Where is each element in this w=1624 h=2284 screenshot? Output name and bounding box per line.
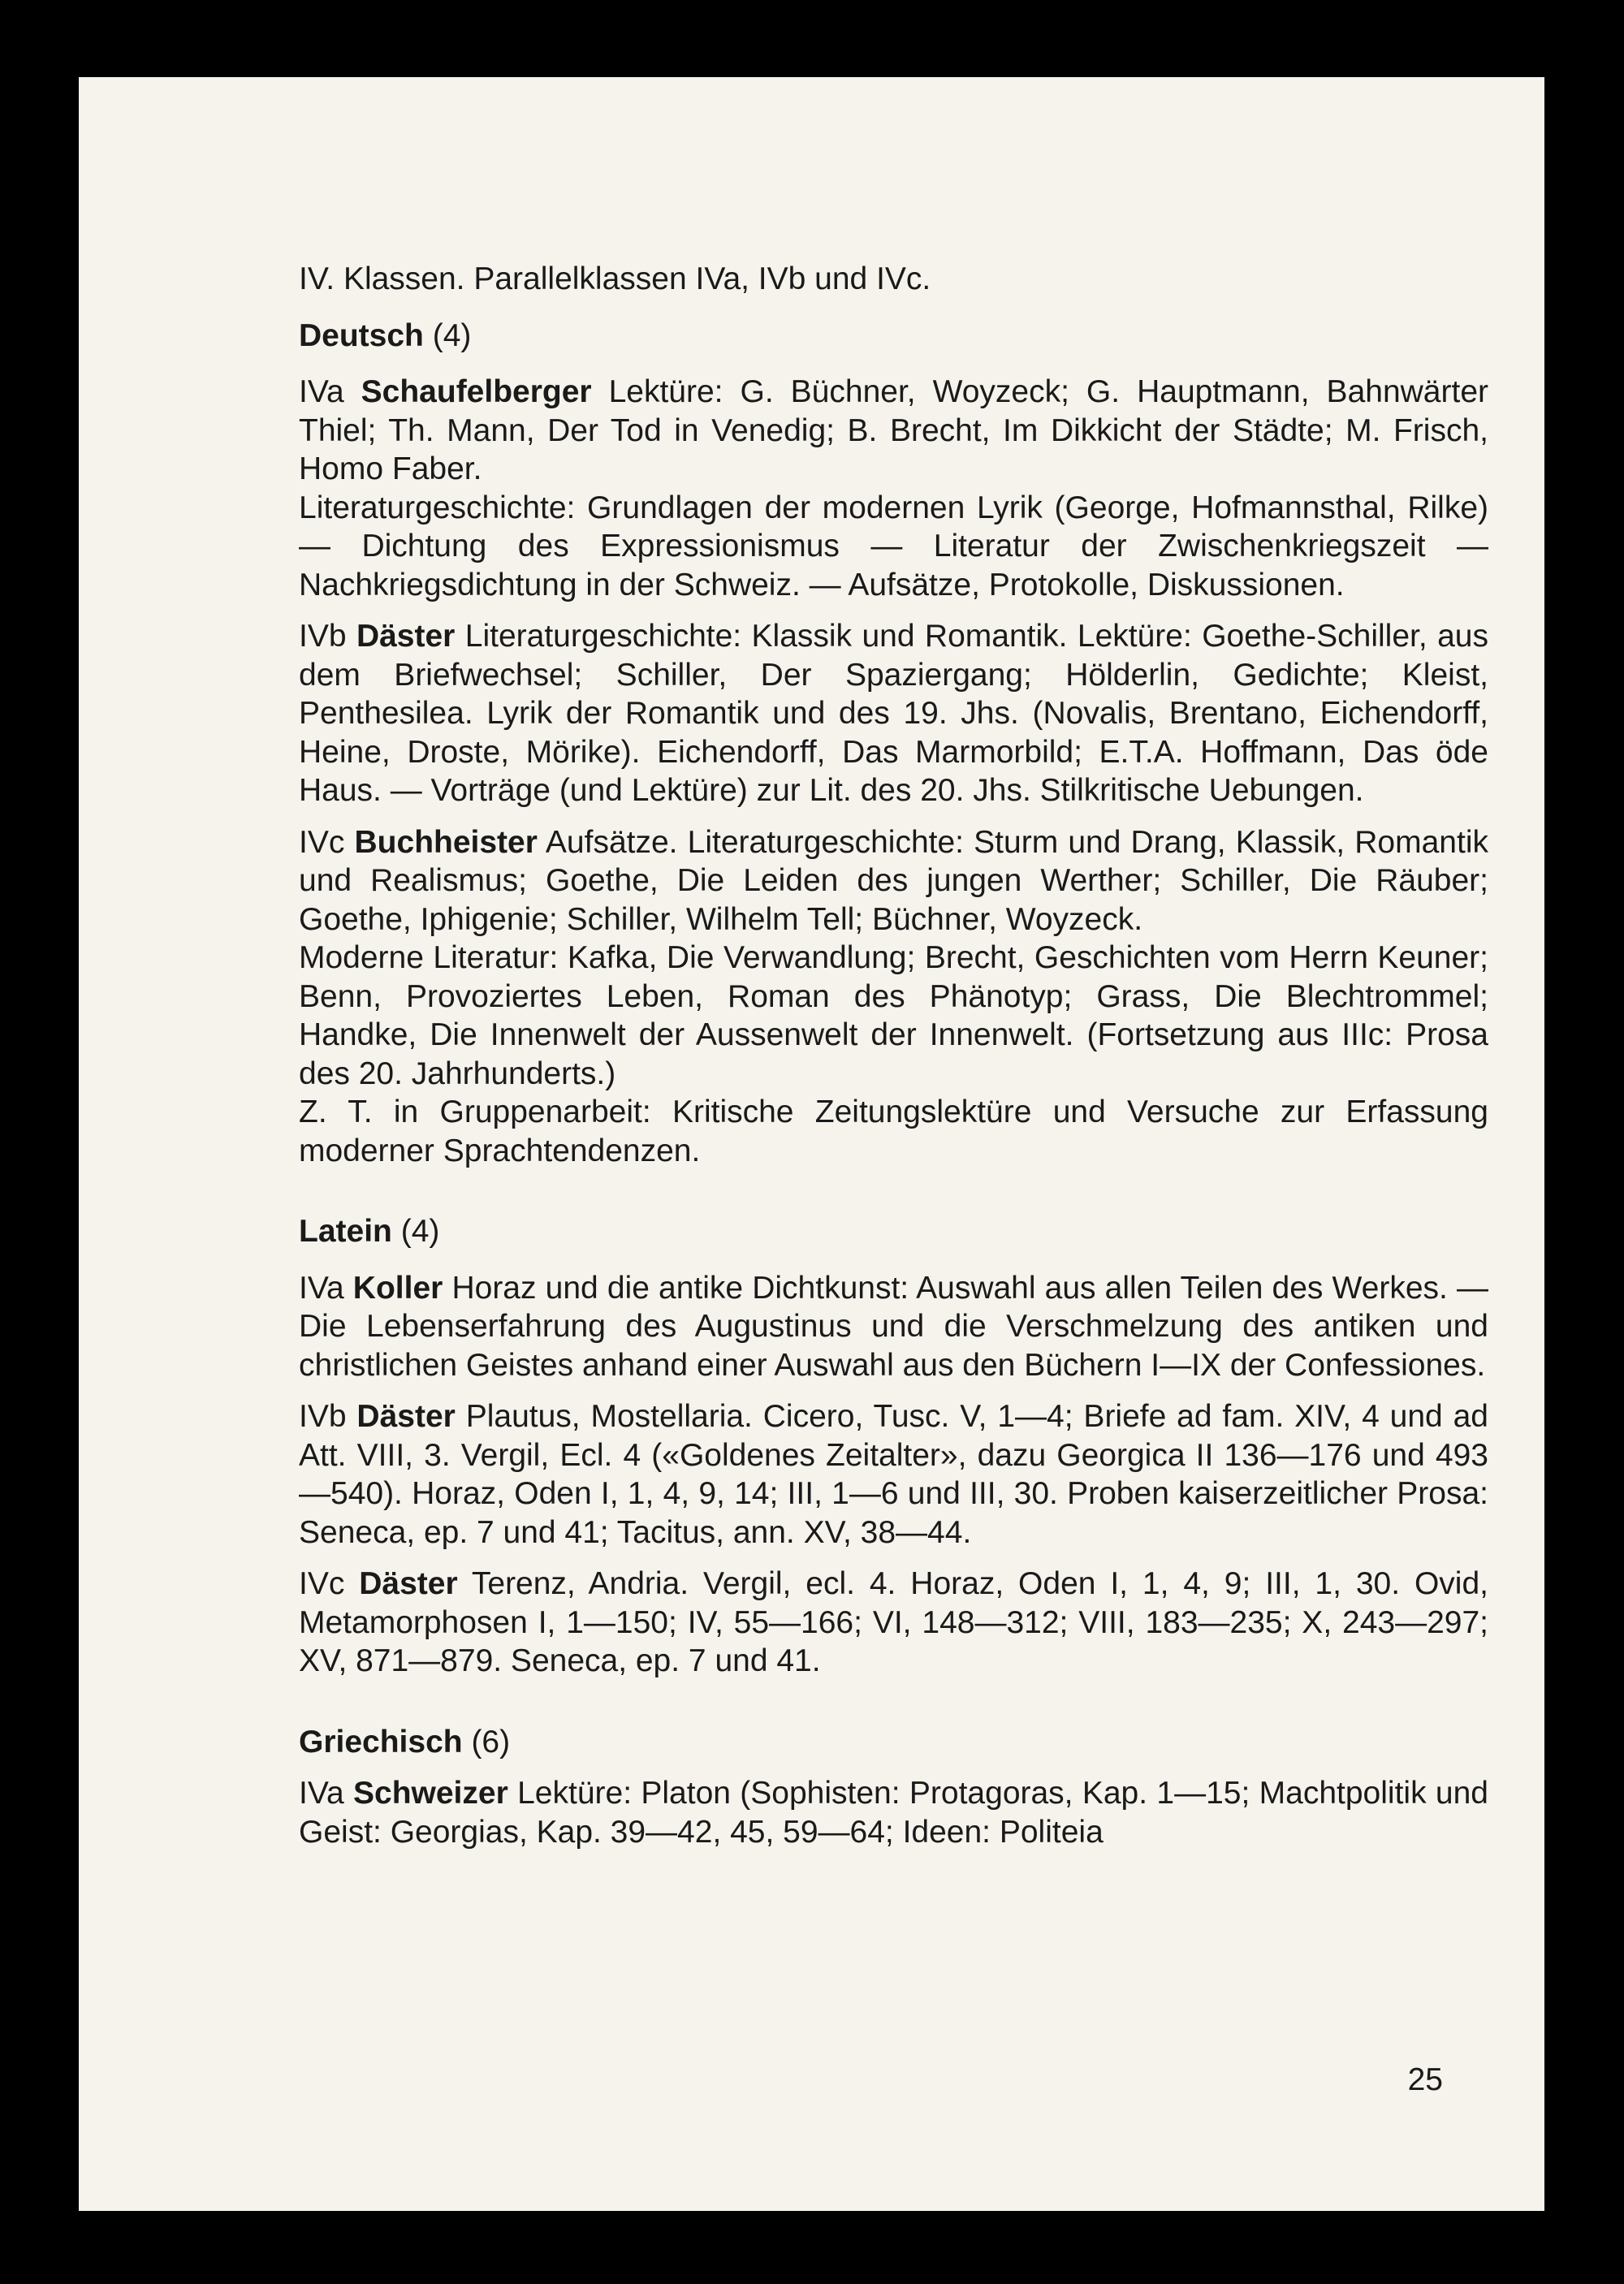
document-page bbox=[79, 77, 1544, 2211]
entry-text: Aufsätze. Literaturgeschichte: Sturm und Drang, Klassik, Romantik und Realismus; Goethe, Die Leiden des jungen Werther; Schiller, Die Räuber; Goethe, Iphigenie; Schiller, Wilhelm Tell; Büchner, Woyzeck. bbox=[299, 824, 1488, 937]
entry-deutsch-ivb bbox=[299, 617, 1488, 810]
teacher-name: Buchheister bbox=[354, 824, 538, 860]
teacher-name: Schweizer bbox=[353, 1776, 508, 1811]
entry-continuation: Moderne Literatur: Kafka, Die Verwandlung; Brecht, Geschichten vom Herrn Keuner; Benn, Provoziertes Leben, Roman des Phänotyp; Grass, Die Blechtrommel; Handke, Die Innenwelt der Aussenwelt der Innenwelt. (Fortsetzung aus IIIc: Prosa des 20. Jahrhunderts.) bbox=[299, 940, 1488, 1091]
class-label: IVc bbox=[299, 824, 345, 860]
section-title: Latein bbox=[299, 1214, 392, 1249]
entry-text: Horaz und die antike Dichtkunst: Auswahl aus allen Teilen des Werkes. — Die Lebenserfahrung des Augustinus und die Verschmelzung des antiken und christlichen Geistes anhand einer Auswahl aus den Büchern I—IX der Confessiones. bbox=[299, 1270, 1488, 1383]
section-heading-griechisch bbox=[299, 1723, 1488, 1762]
entry-continuation: Z. T. in Gruppenarbeit: Kritische Zeitungslektüre und Versuche zur Erfassung moderner Sprachtendenzen. bbox=[299, 1095, 1488, 1168]
class-label: IVa bbox=[299, 1776, 344, 1811]
teacher-name: Koller bbox=[352, 1270, 443, 1306]
entry-text: Literaturgeschichte: Klassik und Romantik. Lektüre: Goethe-Schiller, aus dem Briefwechsel; Schiller, Der Spaziergang; Hölderlin, Gedichte; Kleist, Penthesilea. Lyrik der Romantik und des 19. Jhs. (Novalis, Brentano, Eichendorff, Heine, Droste, Mörike). Eichendorff, Das Marmorbild; E.T.A. Hoffmann, Das öde Haus. — Vorträge (und Lektüre) zur Lit. des 20. Jhs. Stilkritische Uebungen. bbox=[299, 619, 1488, 808]
entry-latein-ivc bbox=[299, 1565, 1488, 1681]
entry-text: Plautus, Mostellaria. Cicero, Tusc. V, 1—4; Briefe ad fam. XIV, 4 und ad Att. VIII, 3. Vergil, Ecl. 4 («Goldenes Zeitalter», dazu Georgica II 136—176 und 493—540). Horaz, Oden I, 1, 4, 9, 14; III, 1—6 und III, 30. Proben kaiserzeitlicher Prosa: Seneca, ep. 7 und 41; Tacitus, ann. XV, 38—44. bbox=[299, 1399, 1488, 1550]
class-label: IVa bbox=[299, 1270, 344, 1306]
teacher-name: Däster bbox=[356, 619, 456, 654]
section-heading-deutsch bbox=[299, 317, 1488, 356]
section-hours: (6) bbox=[471, 1724, 511, 1759]
teacher-name: Schaufelberger bbox=[361, 374, 592, 409]
entry-deutsch-iva bbox=[299, 373, 1488, 489]
entry-latein-ivb bbox=[299, 1397, 1488, 1552]
section-title: Griechisch bbox=[299, 1724, 463, 1759]
entry-text: Lektüre: G. Büchner, Woyzeck; G. Hauptmann, Bahnwärter Thiel; Th. Mann, Der Tod in Venedig; B. Brecht, Im Dikkicht der Städte; M. Frisch, Homo Faber. bbox=[299, 374, 1488, 486]
entry-text: Lektüre: Platon (Sophisten: Protagoras, Kap. 1—15; Machtpolitik und Geist: Georgias, Kap. 39—42, 45, 59—64; Ideen: Politeia bbox=[299, 1776, 1488, 1850]
section-hours: (4) bbox=[400, 1214, 440, 1249]
section-hours: (4) bbox=[432, 317, 472, 353]
entry-griechisch-iva bbox=[299, 1774, 1488, 1851]
section-heading-latein bbox=[299, 1212, 1488, 1251]
class-label: IVb bbox=[299, 1399, 347, 1434]
entry-text: Terenz, Andria. Vergil, ecl. 4. Horaz, Oden I, 1, 4, 9; III, 1, 30. Ovid, Metamorphosen I, 1—150; IV, 55—166; VI, 148—312; VIII, 183—235; X, 243—297; XV, 871—879. Seneca, ep. 7 und 41. bbox=[299, 1566, 1488, 1678]
entry-latein-iva bbox=[299, 1269, 1488, 1385]
section-title: Deutsch bbox=[299, 317, 424, 353]
page-number: 25 bbox=[1407, 2062, 1443, 2097]
intro-line: IV. Klassen. Parallelklassen IVa, IVb und IVc. bbox=[299, 261, 931, 296]
entry-continuation: Literaturgeschichte: Grundlagen der modernen Lyrik (George, Hofmannsthal, Rilke) — Dichtung des Expressionismus — Literatur der Zwischenkriegszeit — Nachkriegsdichtung in der Schweiz. — Aufsätze, Protokolle, Diskussionen. bbox=[299, 490, 1488, 602]
class-label: IVc bbox=[299, 1566, 345, 1601]
teacher-name: Däster bbox=[356, 1399, 456, 1434]
teacher-name: Däster bbox=[359, 1566, 458, 1601]
entry-deutsch-ivc bbox=[299, 823, 1488, 939]
class-label: IVa bbox=[299, 374, 344, 409]
page-content bbox=[299, 260, 1488, 1851]
class-label: IVb bbox=[299, 619, 347, 654]
